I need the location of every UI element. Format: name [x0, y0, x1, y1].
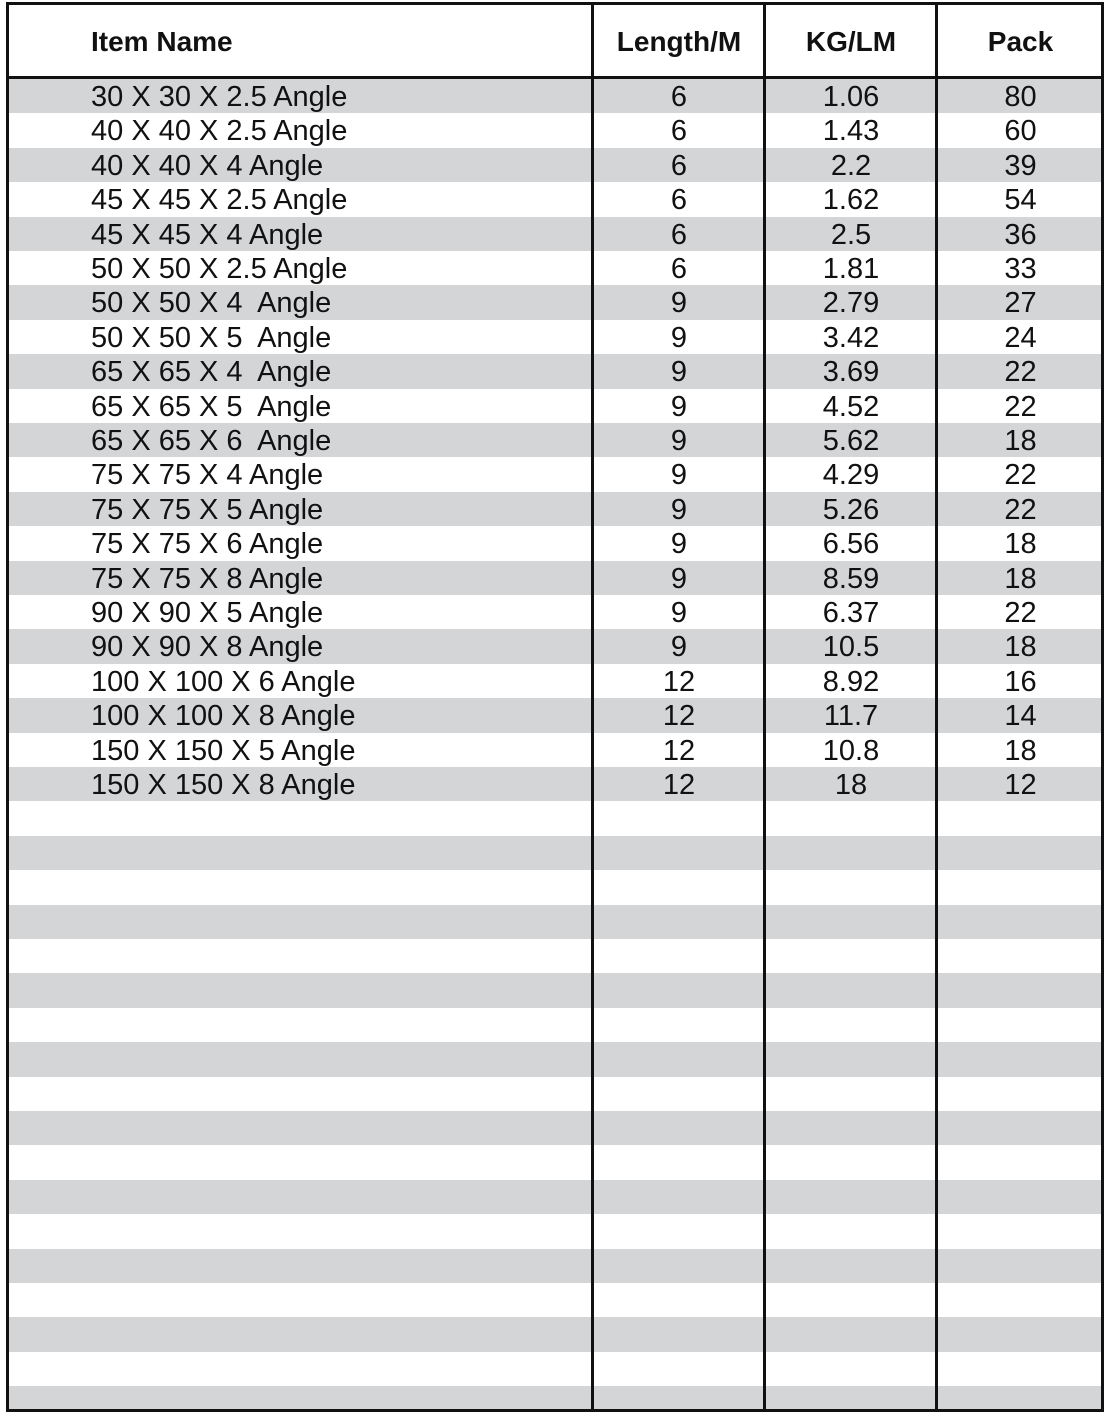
- cell-kg-lm: 5.62: [822, 425, 880, 457]
- cell-kg-lm: 6.56: [822, 528, 880, 561]
- cell-item-name: 45 X 45 X 4 Angle: [91, 218, 324, 251]
- cell-pack: 36: [1004, 218, 1037, 251]
- cell-length: 12: [662, 700, 696, 733]
- cell-pack: 80: [1004, 81, 1037, 113]
- cell-pack: 22: [1004, 459, 1037, 492]
- cell-item-name: 65 X 65 X 6 Angle: [91, 425, 332, 457]
- cell-item-name: 50 X 50 X 4 Angle: [91, 287, 332, 320]
- cell-pack: 54: [1004, 184, 1037, 217]
- cell-kg-lm: 18: [834, 769, 868, 801]
- cell-pack: 39: [1004, 149, 1037, 182]
- cell-kg-lm: 11.7: [823, 700, 879, 733]
- cell-length: 9: [670, 356, 688, 389]
- cell-item-name: 100 X 100 X 8 Angle: [91, 700, 356, 733]
- cell-kg-lm: 3.42: [822, 321, 880, 354]
- cell-item-name: 65 X 65 X 5 Angle: [91, 390, 332, 423]
- cell-kg-lm: 10.8: [822, 734, 880, 767]
- cell-kg-lm: 1.43: [822, 115, 880, 148]
- cell-kg-lm: 1.81: [822, 253, 880, 285]
- cell-kg-lm: 2.2: [830, 149, 872, 182]
- cell-length: 9: [670, 631, 688, 664]
- cell-pack: 14: [1004, 700, 1037, 733]
- header-pack: Pack: [987, 26, 1054, 57]
- cell-kg-lm: 8.59: [822, 562, 880, 595]
- cell-kg-lm: 6.37: [822, 597, 880, 629]
- cell-pack: 27: [1004, 287, 1037, 320]
- cell-item-name: 30 X 30 X 2.5 Angle: [91, 81, 348, 113]
- cell-item-name: 40 X 40 X 2.5 Angle: [91, 115, 348, 148]
- cell-kg-lm: 2.79: [822, 287, 880, 320]
- cell-length: 6: [670, 81, 688, 113]
- cell-kg-lm: 5.26: [822, 493, 880, 526]
- cell-item-name: 45 X 45 X 2.5 Angle: [91, 184, 348, 217]
- header-kg-lm: KG/LM: [805, 26, 897, 57]
- cell-kg-lm: 10.5: [822, 631, 880, 664]
- cell-item-name: 75 X 75 X 6 Angle: [91, 528, 324, 561]
- cell-pack: 60: [1004, 115, 1037, 148]
- cell-length: 9: [670, 390, 688, 423]
- cell-length: 9: [670, 597, 688, 629]
- cell-length: 9: [670, 287, 688, 320]
- cell-length: 6: [670, 115, 688, 148]
- cell-length: 9: [670, 459, 688, 492]
- cell-length: 9: [670, 562, 688, 595]
- cell-pack: 22: [1004, 493, 1037, 526]
- cell-length: 12: [662, 769, 696, 801]
- cell-length: 9: [670, 493, 688, 526]
- cell-length: 6: [670, 149, 688, 182]
- cell-pack: 24: [1004, 321, 1037, 354]
- cell-item-name: 50 X 50 X 5 Angle: [91, 321, 332, 354]
- cell-length: 12: [662, 665, 696, 698]
- cell-item-name: 75 X 75 X 4 Angle: [91, 459, 324, 492]
- cell-item-name: 40 X 40 X 4 Angle: [91, 149, 324, 182]
- cell-kg-lm: 3.69: [822, 356, 880, 389]
- cell-item-name: 100 X 100 X 6 Angle: [91, 665, 356, 698]
- cell-pack: 18: [1004, 562, 1037, 595]
- column-divider: [935, 5, 938, 1409]
- header-item-name: Item Name: [91, 26, 233, 57]
- cell-item-name: 150 X 150 X 8 Angle: [91, 769, 356, 801]
- cell-length: 9: [670, 321, 688, 354]
- cell-pack: 18: [1004, 425, 1037, 457]
- cell-kg-lm: 4.29: [822, 459, 880, 492]
- cell-pack: 18: [1004, 528, 1037, 561]
- cell-item-name: 65 X 65 X 4 Angle: [91, 356, 332, 389]
- cell-pack: 22: [1004, 356, 1037, 389]
- column-divider: [763, 5, 766, 1409]
- cell-kg-lm: 1.06: [822, 81, 880, 113]
- cell-kg-lm: 4.52: [822, 390, 880, 423]
- cell-length: 9: [670, 425, 688, 457]
- cell-length: 6: [670, 218, 688, 251]
- cell-item-name: 50 X 50 X 2.5 Angle: [91, 253, 348, 285]
- cell-length: 12: [662, 734, 696, 767]
- header-length: Length/M: [616, 26, 742, 57]
- cell-kg-lm: 1.62: [822, 184, 880, 217]
- cell-pack: 33: [1004, 253, 1037, 285]
- cell-item-name: 90 X 90 X 8 Angle: [91, 631, 324, 664]
- cell-pack: 12: [1004, 769, 1037, 801]
- cell-item-name: 90 X 90 X 5 Angle: [91, 597, 324, 629]
- cell-pack: 16: [1004, 665, 1037, 698]
- column-divider: [591, 5, 594, 1409]
- cell-pack: 22: [1004, 597, 1037, 629]
- cell-item-name: 75 X 75 X 8 Angle: [91, 562, 324, 595]
- cell-pack: 18: [1004, 734, 1037, 767]
- cell-item-name: 150 X 150 X 5 Angle: [91, 734, 356, 767]
- cell-item-name: 75 X 75 X 5 Angle: [91, 493, 324, 526]
- cell-kg-lm: 8.92: [822, 665, 880, 698]
- cell-length: 6: [670, 184, 688, 217]
- cell-length: 9: [670, 528, 688, 561]
- cell-pack: 22: [1004, 390, 1037, 423]
- cell-length: 6: [670, 253, 688, 285]
- cell-kg-lm: 2.5: [830, 218, 872, 251]
- product-table: [6, 2, 1104, 1412]
- cell-pack: 18: [1004, 631, 1037, 664]
